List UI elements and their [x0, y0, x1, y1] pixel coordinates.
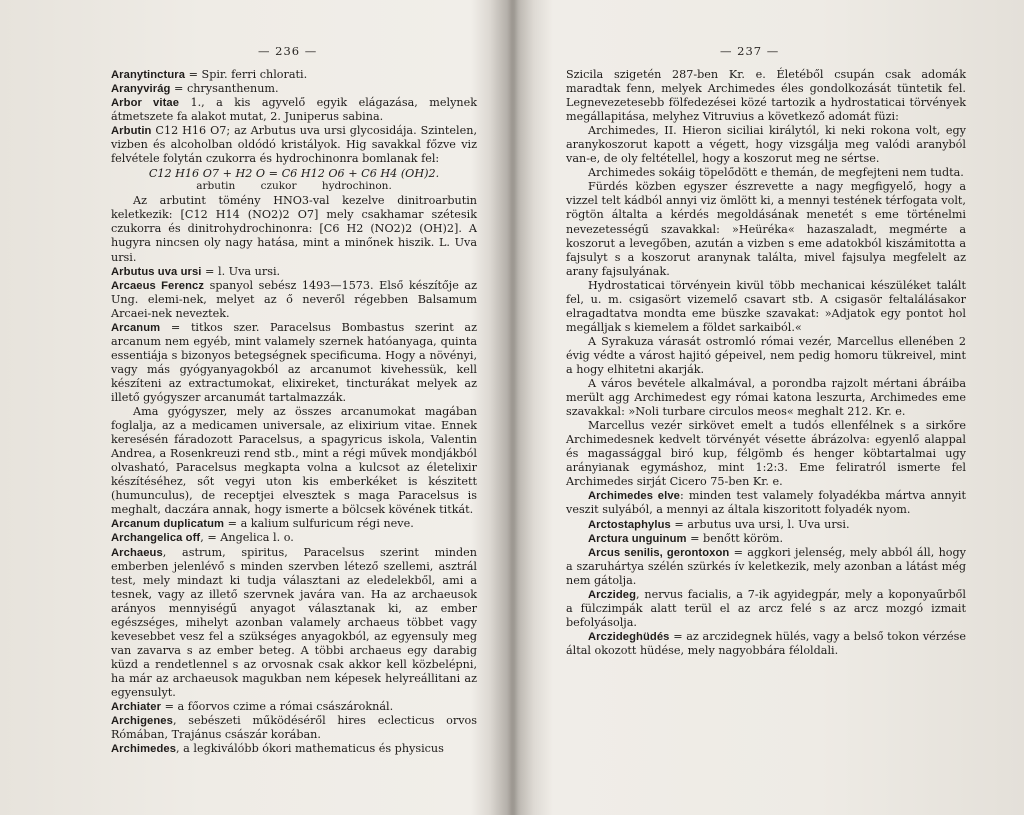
- entry-paragraph: [566, 419, 966, 489]
- entry-text: , a legkiválóbb ókori mathematicus és physicus: [176, 742, 444, 756]
- entry-paragraph: [111, 405, 477, 517]
- entry-headword: Arbutin: [111, 125, 152, 138]
- dictionary-entry: [111, 96, 477, 124]
- entry-text: = a kalium sulfuricum régi neve.: [224, 517, 414, 531]
- entry-paragraph: [566, 68, 966, 124]
- page-number: — 236 —: [258, 44, 318, 58]
- entry-text: Az arbutint tömény HNO3-val kezelve dinitroarbutin keletkezik: [C12 H14 (NO2)2 O7] mely csakhamar szétesik czukorra és dinitrohydrochinonra: [C6 H2 (NO2)2 (OH)2]. A hugyra nincsen oly nagy hatása, mint a minőnek hiszik. L. Uva ursi.: [111, 194, 477, 264]
- entry-text: = a főorvos czime a római császároknál.: [161, 700, 394, 714]
- entry-headword: Archimedes: [111, 743, 177, 756]
- dictionary-entry: [566, 532, 966, 546]
- formula-labels: arbutin czukor hydrochinon.: [196, 180, 392, 193]
- entry-headword: Arcanum: [111, 321, 161, 334]
- entry-text: = az arczidegnek hülés, vagy a belső tokon vérzése által okozott hüdése, mely nagyobbára féloldali.: [566, 629, 966, 657]
- left-page: [0, 0, 508, 815]
- right-page: [516, 0, 1024, 815]
- entry-headword: Arczideghüdés: [588, 630, 670, 643]
- entry-text: , astrum, spiritus, Paracelsus szerint minden emberben jelenlévő s minden szervben létező szellemi, asztrál test, mely mindazt ki tudja választani az eledelekből, ami a tesnek, vagy az illető szervnek javára van. Ha az archaeusok arányos mennyiségű anyagot választanak ki, az ember egészséges, mihelyt azonban valamely archaeus többet vagy kevesebbet vesz fel a szükséges anyagokból, az egyensuly meg van zavarva s az ember beteg. A többi archaeus egy darabig küzd a rendetlennel s az orvosnak csak akkor kell közbelépni, ha már az archaeusok magukban nem képesek helyreállitani az egyensulyt.: [111, 545, 477, 699]
- entry-headword: Arcaeus Ferencz: [111, 279, 205, 292]
- entry-headword: Arcanum duplicatum: [111, 518, 225, 531]
- entry-text: , = Angelica l. o.: [200, 531, 294, 545]
- entry-headword: Archimedes elve: [588, 490, 680, 503]
- entry-text: A Syrakuza várasát ostromló római vezér, Marcellus ellenében 2 évig védte a várost hajitó gépeivel, nem pedig homoru tükreivel, mint a hogy elhitetni akarják.: [566, 334, 966, 376]
- entry-text: = arbutus uva ursi, l. Uva ursi.: [670, 517, 850, 531]
- entry-text: = benőtt köröm.: [686, 531, 784, 545]
- dictionary-entry: [566, 546, 966, 588]
- entry-text: 1., a kis agyvelő egyik elágazása, melynek átmetszete fa alakot mutat, 2. Juniperus sabina.: [111, 96, 477, 124]
- entry-headword: Arctostaphylus: [588, 518, 671, 531]
- entry-headword: Aranyvirág: [111, 83, 171, 96]
- dictionary-entry: [111, 265, 477, 279]
- entry-headword: Arczideg: [588, 588, 637, 601]
- page-number: — 237 —: [720, 44, 780, 58]
- entry-text: A város bevétele alkalmával, a porondba rajzolt mértani ábráiba merült agg Archimedest egy római katona leszurta, Archimedes eme szavakkal: »Noli turbare circulos meos« meghalt 212. Kr. e.: [566, 377, 966, 419]
- entry-text: Marcellus vezér sirkövet emelt a tudós ellenfélnek s a sirkőre Archimedesnek kedvelt törvényét vésette ábrázolva: egyenlő alappal és magassággal biró kup, félgömb és henger köbtartalmai ugy arányianak egymáshoz, mint 1:2:3. Eme feliratról ismerte fel Archimedes sirját Cicero 75-ben Kr. e.: [566, 419, 966, 489]
- entry-text: Archimedes, II. Hieron siciliai királytól, ki neki rokona volt, egy aranykoszorut kapott a végett, hogy vizsgálja meg valódi aranyból van-e, de oly feltétellel, hogy a koszorut meg ne sértse.: [566, 124, 966, 166]
- entry-headword: Archangelica off: [111, 532, 201, 545]
- entry-headword: Archiater: [111, 701, 162, 714]
- entry-paragraph: [566, 335, 966, 377]
- entry-text: = aggkori jelenség, mely abból áll, hogy a szaruhártya szélén szürkés ív keletkezik, mely azonban a látást még nem gátolja.: [566, 545, 967, 587]
- dictionary-entry: [111, 700, 477, 714]
- entry-headword: Arcus senilis, gerontoxon: [588, 546, 730, 559]
- entry-text: = titkos szer. Paracelsus Bombastus szerint az arcanum nem egyéb, mint valamely szernek hatóanyaga, quinta essentiája s bizonyos betegségnek specificuma. Hogy a növényi, vagy más gyógyanyagokból az arcanumot kivehessük, kell készíteni az extractumokat, elixireket, tincturákat melyek az illető gyógyszer arcanumát tartalmazzák.: [111, 320, 477, 404]
- entry-text: , sebészeti működéséről hires eclecticus orvos Rómában, Trajánus császár korában.: [111, 714, 477, 742]
- entry-text: Fürdés közben egyszer észrevette a nagy megfigyelő, hogy a vizzel telt kádból annyi viz ömlött ki, a mennyi testének térfogata volt, rögtön általta a kérdés megoldásának menetét s eme történelmi nevezetességű szavakkal: »Heüréka« hazaszaladt, megmérte a koszorut a levegőben, azután a vizben s eme adatokból kiszámitotta a fajsulyt s a koszorut aranynak találta, mivel fajsulya megfelelt az arany fajsulyának.: [566, 180, 966, 278]
- entry-text: C12 H16 O7; az Arbutus uva ursi glycosidája. Szintelen, vizben és alcoholban oldódó kristályok. Hig savakkal főzve viz felvétele folytán czukorra és hydrochinonra bomlanak fel:: [111, 124, 477, 166]
- dictionary-entry: [111, 124, 477, 166]
- entry-text: = l. Uva ursi.: [201, 264, 281, 278]
- dictionary-entry: [111, 531, 477, 545]
- entry-text: , nervus facialis, a 7-ik agyidegpár, mely a koponyaűrből a fülczimpák alatt terül el az arcz felé s az arcz mozgó izmait befolyásolja.: [566, 587, 966, 629]
- dictionary-entry: [566, 588, 966, 630]
- entry-headword: Arctura unguinum: [588, 532, 687, 545]
- right-page-text: [566, 68, 966, 658]
- entry-text: Archimedes sokáig töpelődött e themán, de megfejteni nem tudta.: [588, 166, 964, 180]
- entry-paragraph: [566, 377, 966, 419]
- dictionary-entry: [566, 489, 966, 517]
- entry-paragraph: [566, 180, 966, 278]
- entry-text: Ama gyógyszer, mely az összes arcanumokat magában foglalja, az a medicamen universale, az elixirium vitae. Ennek keresésén fáradozott Paracelsus, a spagyricus iskola, Valentin Andrea, a Rosenkreuzi rend stb., mint a régi művek mondjákból olvasható, Paracelsus megkapta volna a kulcsot az életelixir készítéséhez, sőt vegyi uton kis emberkéket is készitett (humunculus), de receptjei elvesztek s maga Paracelsus is meghalt, daczára annak, hogy ismerte a bölcsek kövének titkát.: [111, 405, 477, 517]
- dictionary-entry: [111, 82, 477, 96]
- entry-text: = chrysanthenum.: [170, 82, 279, 96]
- entry-headword: Archigenes: [111, 715, 173, 728]
- dictionary-entry: [111, 68, 477, 82]
- dictionary-entry: [111, 321, 477, 405]
- chemical-formula: C12 H16 O7 + H2 O = C6 H12 O6 + C6 H4 (OH)2.: [148, 167, 440, 181]
- entry-paragraph: [566, 166, 966, 180]
- entry-headword: Archaeus: [111, 546, 163, 559]
- entry-headword: Aranytinctura: [111, 69, 186, 81]
- dictionary-entry: [566, 630, 966, 658]
- entry-headword: Arbor vitae: [111, 97, 180, 110]
- entry-text: : minden test valamely folyadékba mártva annyit veszit sulyából, a mennyi az általa kiszoritott folyadék nyom.: [566, 489, 966, 517]
- entry-paragraph: [566, 279, 966, 335]
- left-page-text: [111, 68, 477, 756]
- dictionary-entry: [111, 279, 477, 321]
- entry-paragraph: [111, 194, 477, 264]
- dictionary-entry: [111, 742, 477, 756]
- entry-paragraph: [566, 124, 966, 166]
- dictionary-entry: [111, 517, 477, 531]
- dictionary-entry: [566, 518, 966, 532]
- entry-text: = Spir. ferri chlorati.: [185, 68, 308, 81]
- entry-text: Hydrostaticai törvényein kivül több mechanicai készüléket talált fel, u. m. csigasört vizemelő csavart stb. A csigasör feltalálásakor elragadtatva mondta eme büszke szavakat: »Adjatok egy pontot hol megálljak s kiemelem a földet sarkaiból.«: [566, 278, 966, 334]
- entry-headword: Arbutus uva ursi: [111, 265, 202, 278]
- entry-text: spanyol sebész 1493—1573. Első készítője az Ung. elemi-nek, melyet az ő neveről régebben Balsamum Arcaei-nek neveztek.: [111, 278, 477, 320]
- entry-text: Szicila szigetén 287-ben Kr. e. Életéből csupán csak adomák maradtak fenn, melyek Archimedes éles gondolkozását tüntetik fel. Legnevezetesebb fölfedezései közé tartozik a hydrostaticai törvények megállapitása, melyhez Vitruvius a következő adomát füzi:: [566, 68, 966, 124]
- dictionary-entry: [111, 714, 477, 742]
- dictionary-entry: [111, 546, 477, 701]
